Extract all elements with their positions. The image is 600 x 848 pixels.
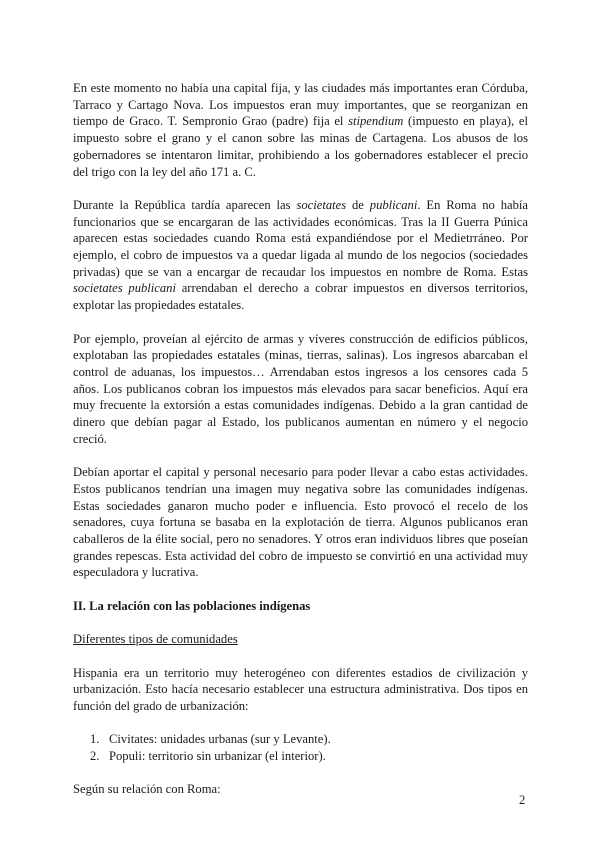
document-body	[73, 0, 528, 798]
list-text: Populi: territorio sin urbanizar (el interior).	[109, 749, 326, 764]
text: arrendaban el derecho a cobrar impuestos en diversos territorios, explotar las propiedades estatales.	[73, 281, 528, 313]
numbered-list	[73, 731, 528, 764]
text: (impuesto en playa), el impuesto sobre el grano y el canon sobre las minas de Cartagena. Los abusos de los gobernadores se intentaron limitar, prohibiendo a los gobernadores establecer el precio del trigo con la ley del año 171 a. C.	[73, 114, 528, 179]
section-heading: II. La relación con las poblaciones indígenas	[73, 598, 311, 613]
list-item	[90, 731, 528, 748]
text: En este momento no había una capital fija, y las ciudades más importantes eran Córduba, Tarraco y Cartago Nova. Los impuestos eran muy importantes, que se reorganizan en tiempo de Graco. T. Sempronio Grao (padre) fija el	[73, 81, 528, 129]
subheading	[73, 631, 528, 648]
paragraph-taxes	[73, 80, 528, 180]
italic-term: societates	[296, 197, 347, 212]
page-number: 2	[519, 793, 526, 807]
italic-term: stipendium	[348, 114, 404, 129]
list-text: Civitates: unidades urbanas (sur y Levante).	[109, 732, 331, 747]
list-number: 1.	[90, 732, 100, 747]
paragraph-relation-roma: Según su relación con Roma:	[73, 782, 221, 797]
text: Durante la República tardía aparecen las	[73, 197, 297, 212]
list-number: 2.	[90, 749, 100, 764]
paragraph-hispania: Hispania era un territorio muy heterogéneo con diferentes estadios de civilización y urbanización. Esto hacía necesario establecer una estructura administrativa. Dos tipos en función del grado de urbanización:	[73, 665, 528, 713]
subheading-text: Diferentes tipos de comunidades	[73, 632, 238, 647]
italic-term: societates publicani	[73, 281, 176, 296]
italic-term: publicani	[369, 197, 418, 212]
text: . En Roma no había funcionarios que se encargaran de las actividades económicas. Tras la II Guerra Púnica aparecen estas sociedades cuando Roma está expandiéndose por el Medietrráneo. Por ejemplo, el cobro de impuestos va a quedar ligada al mundo de los negocios (sociedades privadas) que se van a encargar de recaudar los impuestos en nombre de Roma. Estas	[73, 197, 528, 279]
list-item	[90, 748, 528, 765]
paragraph-publicani-activities: Por ejemplo, proveían al ejército de armas y víveres construcción de edificios públicos, explotaban las propiedades estatales (minas, tierras, salinas). Los ingresos abarcaban el control de aduanas, los impuestos… Arrendaban estos ingresos a los censores cada 5 años. Los publicanos cobran los impuestos más elevados para sacar beneficios. Aquí era muy frecuente la extorsión a estas comunidades indígenas. Debido a la gran cantidad de dinero que debían pagar al Estado, los publicanos aumentan en número y el negocio creció.	[73, 331, 528, 446]
paragraph-publicani-power: Debían aportar el capital y personal necesario para poder llevar a cabo estas actividades. Estos publicanos tendrían una imagen muy negativa sobre las comunidades indígenas. Estas sociedades ganaron mucho poder e influencia. Esto provocó el recelo de los senadores, cuya fortuna se basaba en la explotación de tierra. Algunos publicanos eran caballeros de la élite social, pero no senadores. Y otros eran individuos libres que poseían grandes repescas. Esta actividad del cobro de impuesto se convirtió en una actividad muy especuladora y lucrativa.	[73, 465, 528, 580]
text: de	[346, 197, 370, 212]
paragraph-societates	[73, 197, 528, 314]
